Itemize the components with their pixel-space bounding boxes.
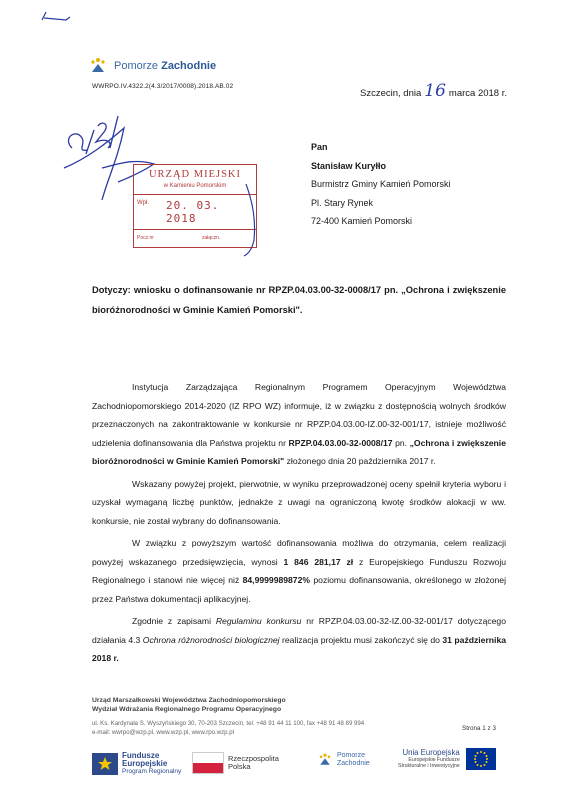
stamp-subtitle: w Kamieniu Pomorskim bbox=[163, 183, 227, 189]
logo-star-icon bbox=[88, 56, 108, 76]
stamp-pocz-label: Pocz.nr bbox=[137, 235, 154, 241]
footer-logo-bar bbox=[92, 746, 506, 782]
date-line: Szczecin, dnia 16 marca 2018 r. bbox=[360, 81, 507, 101]
logo-fundusze-europejskie: Fundusze Europejskie Program Regionalny bbox=[92, 752, 181, 775]
addressee-city: 72-400 Kamień Pomorski bbox=[311, 216, 413, 226]
stamp-date: 20. 03. 2018 bbox=[166, 199, 220, 225]
polish-flag-icon bbox=[192, 752, 224, 774]
body-paragraph: Wskazany powyżej projekt, pierwotnie, w wyniku przeprowadzonej oceny spełnił kryteria wyboru i uzyskał wymaganą liczbę punktów, jednakże z uwagi na ograniczoną kwotę środków alokacji w ww. konkursie, nie został wybrany do dofinansowania. bbox=[92, 478, 506, 526]
letter-body bbox=[92, 378, 506, 672]
stamp-handwritten-stroke bbox=[238, 180, 268, 260]
logo-star-icon bbox=[317, 752, 333, 768]
logo-pomorze-zachodnie bbox=[88, 56, 216, 76]
page-number: Strona 1 z 3 bbox=[462, 725, 496, 732]
addressee-block bbox=[311, 138, 451, 231]
stamp-zal-label: załączn. bbox=[202, 235, 221, 241]
logo-rzeczpospolita-polska: Rzeczpospolita Polska bbox=[192, 752, 279, 774]
handwritten-day: 16 bbox=[424, 81, 446, 101]
logo-text: Pomorze Zachodnie bbox=[114, 60, 217, 72]
handwritten-mark bbox=[40, 8, 80, 28]
stamp-wpl-label: Wpł. bbox=[137, 200, 149, 206]
eu-flag-icon bbox=[466, 748, 496, 770]
star-icon bbox=[97, 756, 113, 772]
logo-unia-europejska: Unia Europejska Europejskie Fundusze Strukturalne i Inwestycyjne bbox=[398, 748, 496, 770]
addressee-street: Pl. Stary Rynek bbox=[311, 197, 374, 208]
salutation: Pan bbox=[311, 142, 328, 152]
letter-subject: Dotyczy: wniosku o dofinansowanie nr RPZP.04.03.00-32-0008/17 pn. „Ochrona i zwiększenie bioróżnorodności w Gminie Kamień Pomorski". bbox=[92, 285, 506, 315]
body-paragraph: Instytucja Zarządzająca Regionalnym Programem Operacyjnym Województwa Zachodniopomorskiego 2014-2020 (IZ RPO WZ) informuje, iż w związku z dostępnością wolnych środków przeznaczonych na zakontraktowanie w konkursie nr RPZP.04.03.00-IZ.00-32-001/17, istnieje możliwość udzielenia dofinansowania dla Państwa projektu nr RPZP.04.03.00-32-0008/17 pn. „Ochrona i zwiększenie bioróżnorodności w Gminie Kamień Pomorski" złożonego dnia 20 października 2017 r. bbox=[92, 382, 506, 466]
reference-number: WWRPO.IV.4322.2(4.3/2017/0008).2018.AB.02 bbox=[92, 83, 234, 90]
footer-address: ul. Ks. Kardynała S. Wyszyńskiego 30, 70-203 Szczecin, tel. +48 91 44 11 100, fax +48 91 48 89 994 e-mail: wwrpo@wzp.pl, www.wzp.pl, www.rpo.wzp.pl bbox=[92, 720, 365, 736]
body-paragraph: Zgodnie z zapisami Regulaminu konkursu nr RPZP.04.03.00-32-IZ.00-32-001/17 dotyczącego działania 4.3 Ochrona różnorodności biologicznej realizacja projektu musi zakończyć się do 31 października 2018 r. bbox=[92, 616, 506, 663]
stamp-title: URZĄD MIEJSKI bbox=[148, 169, 242, 180]
body-paragraph: W związku z powyższym wartość dofinansowania możliwa do otrzymania, celem realizacji powyżej wskazanego przedsięwzięcia, wynosi 1 846 281,17 zł z Europejskiego Funduszu Rozwoju Regionalnego i stanowi nie więcej niż 84,9999989872% poziomu dofinansowania, określonego w złożonej przez Państwa dokumentacji aplikacyjnej. bbox=[92, 538, 507, 604]
footer-institution: Urząd Marszałkowski Województwa Zachodniopomorskiego Wydział Wdrażania Regionalnego Programu Operacyjnego bbox=[92, 697, 286, 713]
logo-pomorze-zachodnie-footer: Pomorze Zachodnie bbox=[317, 752, 370, 768]
addressee-role: Burmistrz Gminy Kamień Pomorski bbox=[311, 179, 451, 189]
addressee-name: Stanisław Kuryłło bbox=[311, 160, 387, 171]
